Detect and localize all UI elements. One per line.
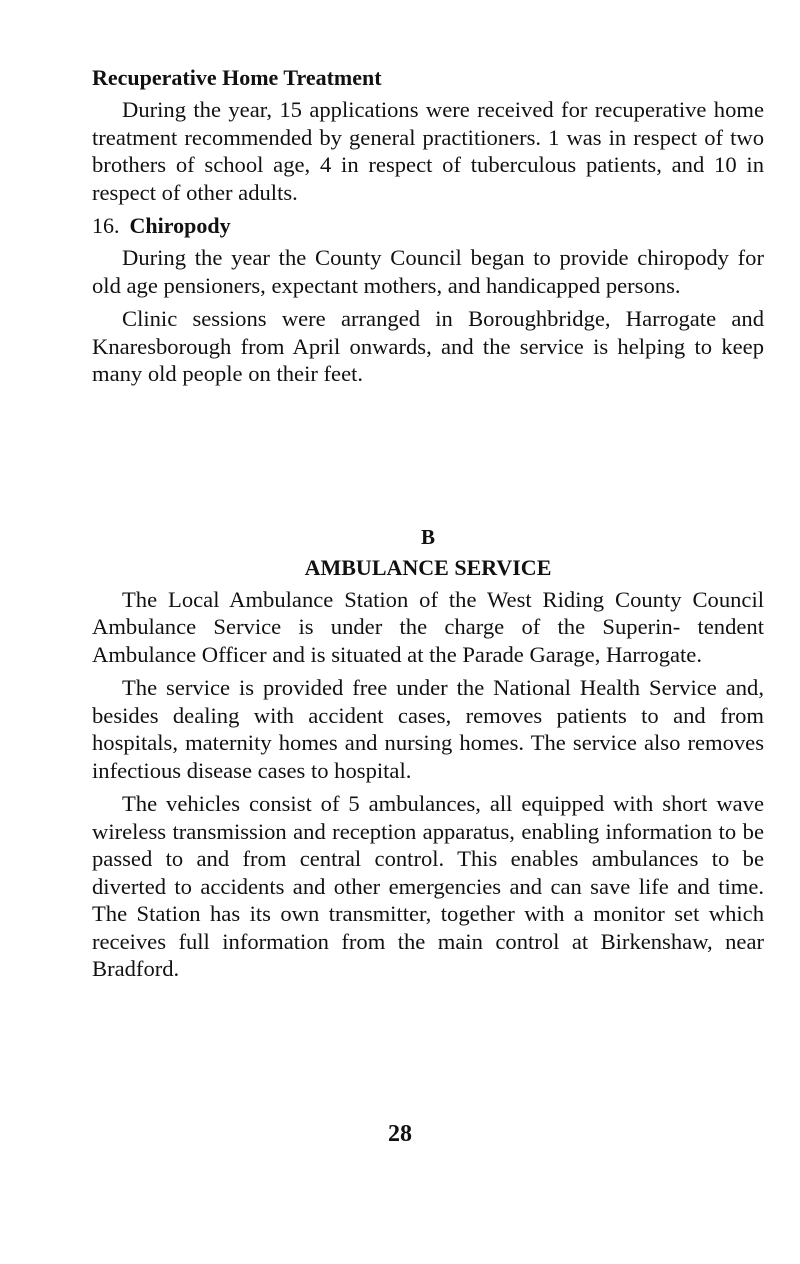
ambulance-paragraph-2: The service is provided free under the National Health Service and, besides dealing with accident cases, removes patients to and from hospitals, maternity homes and nursing homes. The service also removes infectious disease cases to hospital. <box>92 675 764 783</box>
recuperative-heading: Recuperative Home Treatment <box>92 65 382 90</box>
chiropody-section-number: 16. <box>92 213 120 238</box>
chiropody-heading <box>92 212 764 240</box>
ambulance-paragraph-1: The Local Ambulance Station of the West Riding County Council Ambulance Service is under the charge of the Superin- tendent Ambulance Officer and is situated at the Parade Garage, Harrogate. <box>92 586 764 667</box>
chiropody-title: Chiropody <box>129 213 231 238</box>
chiropody-paragraph-1: During the year the County Council began to provide chiropody for old age pensioners, expectant mothers, and handicapped persons. <box>92 245 764 298</box>
ambulance-section-title: AMBULANCE SERVICE <box>304 554 552 580</box>
recuperative-paragraph-1: During the year, 15 applications were received for recuperative home treatment recommended by general practitioners. 1 was in respect of two brothers of school age, 4 in respect of tuberculous patients, and 10 in respect of other adults. <box>92 97 764 205</box>
ambulance-section-letter: B <box>420 524 435 549</box>
document-page <box>92 64 764 989</box>
ambulance-paragraph-3: The vehicles consist of 5 ambulances, all equipped with short wave wireless transmission and reception apparatus, enabling information to be passed to and from central control. This enables ambulances to be diverted to accidents and other emergencies and can save life and time. The Station has its own transmitter, together with a monitor set which receives full information from the main control at Birkenshaw, near Bradford. <box>92 791 764 981</box>
page-number: 28 <box>388 1121 412 1147</box>
chiropody-paragraph-2: Clinic sessions were arranged in Boroughbridge, Harrogate and Knaresborough from April onwards, and the service is helping to keep many old people on their feet. <box>92 306 764 386</box>
